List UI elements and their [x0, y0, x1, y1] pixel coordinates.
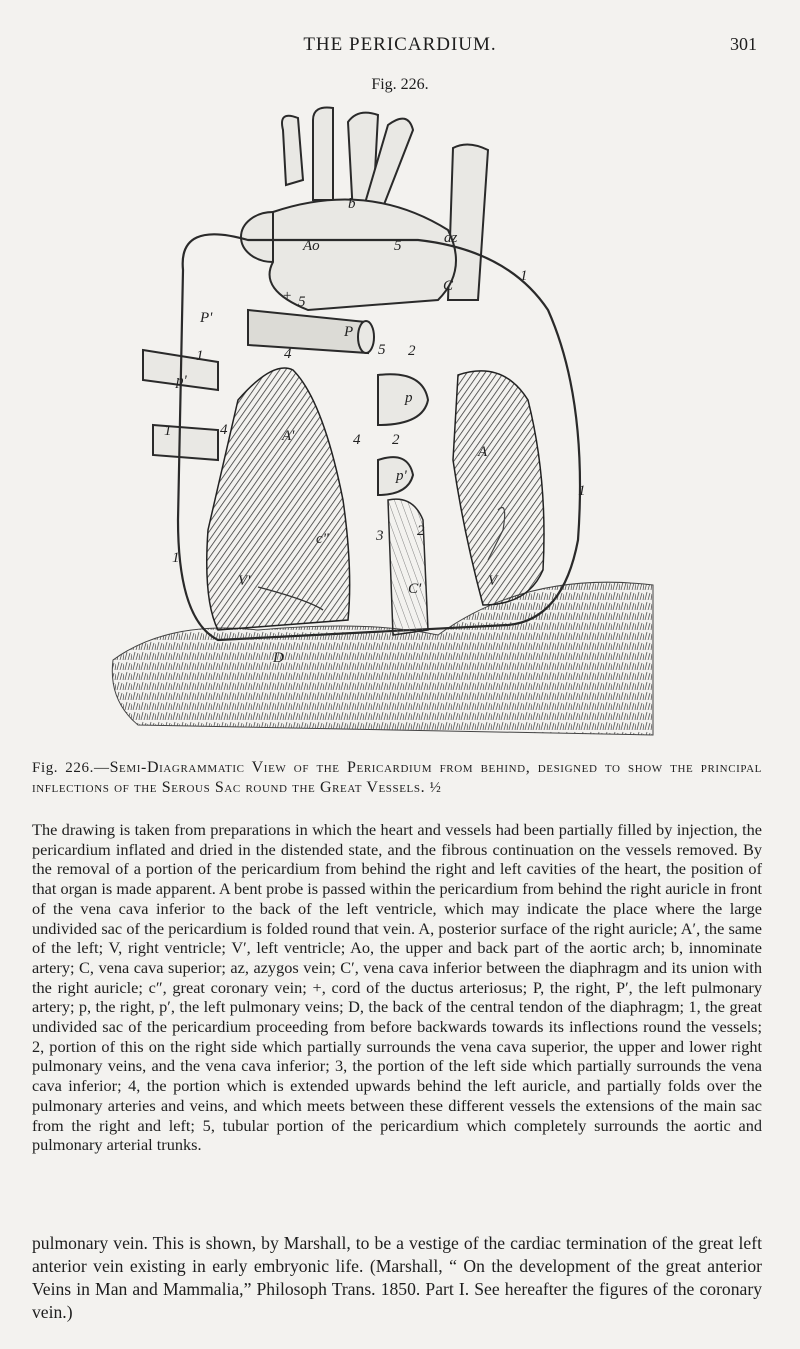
label-c: C [443, 278, 454, 294]
label-1-top: 1 [520, 268, 528, 284]
label-c-prime: C' [408, 581, 422, 597]
label-3: 3 [376, 528, 384, 544]
caption-scale: ½ [429, 780, 442, 796]
label-p-small: p [405, 390, 413, 406]
label-p-small-prime-2: p' [396, 468, 407, 484]
label-p-prime-upper: P' [200, 310, 213, 326]
label-4a: 4 [284, 346, 292, 362]
label-1-right: 1 [578, 483, 586, 499]
label-plus: + [282, 288, 293, 304]
label-d: D [273, 650, 284, 666]
heart-illustration [108, 100, 658, 740]
figure-label: Fig. 226. [371, 76, 429, 93]
label-az: az [444, 230, 458, 246]
label-c-dbl-prime: c" [316, 531, 329, 547]
label-1-left-b: 1 [164, 423, 172, 439]
caption-text: Semi-Diagrammatic View of the Pericardium from behind, designed to show the principal inflections of the Serous Sac round the Great Vessels. [32, 759, 762, 796]
label-5b: 5 [298, 294, 306, 310]
figure-caption [32, 758, 762, 798]
diaphragm [112, 582, 653, 735]
label-a-prime: A' [282, 428, 295, 444]
label-a: A [478, 444, 488, 460]
label-5c: 5 [378, 342, 386, 358]
running-title: THE PERICARDIUM. [303, 34, 497, 55]
label-1-left-a: 1 [196, 348, 204, 364]
label-b: b [348, 196, 356, 212]
label-p-upper: P [344, 324, 354, 340]
label-4b: 4 [220, 422, 228, 438]
vena-cava-inferior [388, 499, 428, 635]
figure-description: The drawing is taken from preparations in which the heart and vessels had been partially filled by injection, the pericardium inflated and dried in the distended state, and the fibrous continuation on the vessels removed. By the removal of a portion of the pericardium from behind the right and left cavities of the heart, the position of that organ is made apparent. A bent probe is passed within the pericardium from behind the right auricle in front of the vena cava inferior to the back of the left ventricle, which may indicate the place where the large undivided sac of the pericardium is folded round that vein. A, posterior surface of the right auricle; A′, the same of the left; V, right ventricle; V′, left ventricle; Ao, the upper and back part of the aortic arch; b, innominate artery; C, vena cava superior; az, azygos vein; C′, vena cava inferior between the diaphragm and its union with the right auricle; c″, great coronary vein; +, cord of the ductus arteriosus; P, the right, P′, the left pulmonary artery; p, the right, p′, the left pulmonary veins; D, the back of the central tendon of the diaphragm; 1, the great undivided sac of the pericardium proceeding from before backwards towards its inflections round the vessels; 2, portion of this on the right side which partially surrounds the vena cava superior, the upper and lower right pulmonary veins, and the vena cava inferior; 3, the portion of the left side which partially surrounds the vena cava inferior; 4, the portion which is extended upwards behind the left auricle, and partially folds over the pulmonary arteries and veins, and which meets between these different vessels the extensions of the main sac from the right and left; 5, tubular portion of the pericardium which completely surrounds the aortic and pulmonary arterial trunks. [32, 820, 762, 1155]
label-v: V [488, 573, 498, 589]
left-cavity [207, 368, 350, 630]
label-1-left-c: 1 [172, 550, 180, 566]
label-p-small-prime: p' [176, 373, 187, 389]
label-2a: 2 [408, 343, 416, 359]
right-cavity [453, 371, 544, 605]
body-text: pulmonary vein. This is shown, by Marshall, to be a vestige of the cardiac termination of the great left anterior vein existing in early embryonic life. (Marshall, “ On the development of the great anterior Veins in Man and Mammalia,” Philosoph Trans. 1850. Part I. See hereafter the figures of the coronary vein.) [32, 1233, 762, 1322]
caption-fig: Fig. 226.— [32, 760, 110, 776]
label-ao: Ao [303, 238, 320, 254]
page-number: 301 [730, 34, 757, 54]
label-v-prime: V' [238, 573, 251, 589]
label-5a: 5 [394, 238, 402, 254]
label-2b: 2 [392, 432, 400, 448]
label-4c: 4 [353, 432, 361, 448]
label-2c: 2 [417, 523, 425, 539]
